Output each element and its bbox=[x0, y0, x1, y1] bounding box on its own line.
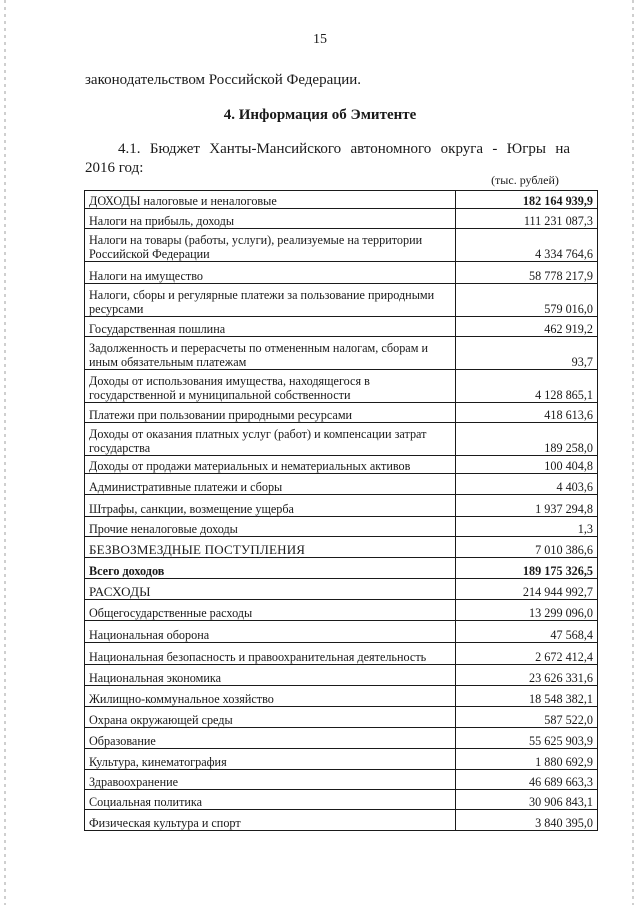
table-row bbox=[85, 600, 598, 621]
row-value: 1,3 bbox=[456, 517, 598, 537]
row-label: Национальная безопасность и правоохранительная деятельность bbox=[85, 643, 456, 665]
table-row bbox=[85, 209, 598, 229]
table-row bbox=[85, 284, 598, 317]
row-value: 4 334 764,6 bbox=[456, 229, 598, 262]
row-label: Всего доходов bbox=[85, 558, 456, 579]
table-row bbox=[85, 621, 598, 643]
row-value: 93,7 bbox=[456, 337, 598, 370]
table-row bbox=[85, 474, 598, 495]
row-value: 55 625 903,9 bbox=[456, 728, 598, 749]
row-value: 182 164 939,9 bbox=[456, 191, 598, 209]
row-value: 18 548 382,1 bbox=[456, 686, 598, 707]
row-label: Социальная политика bbox=[85, 790, 456, 810]
page-number: 15 bbox=[313, 32, 327, 47]
row-value: 418 613,6 bbox=[456, 403, 598, 423]
table-row bbox=[85, 403, 598, 423]
row-value: 4 403,6 bbox=[456, 474, 598, 495]
row-label: Общегосударственные расходы bbox=[85, 600, 456, 621]
table-row bbox=[85, 579, 598, 600]
row-label: Задолженность и перерасчеты по отмененным налогам, сборам и иным обязательным платежам bbox=[85, 337, 456, 370]
row-label: Национальная экономика bbox=[85, 665, 456, 686]
row-value: 462 919,2 bbox=[456, 317, 598, 337]
table-row bbox=[85, 495, 598, 517]
table-row bbox=[85, 665, 598, 686]
row-value: 23 626 331,6 bbox=[456, 665, 598, 686]
table-row bbox=[85, 229, 598, 262]
row-value: 111 231 087,3 bbox=[456, 209, 598, 229]
row-value: 189 258,0 bbox=[456, 423, 598, 456]
table-row bbox=[85, 370, 598, 403]
table-row bbox=[85, 423, 598, 456]
row-label: Налоги, сборы и регулярные платежи за пользование природными ресурсами bbox=[85, 284, 456, 317]
row-label: БЕЗВОЗМЕЗДНЫЕ ПОСТУПЛЕНИЯ bbox=[85, 537, 456, 558]
row-label: ДОХОДЫ налоговые и неналоговые bbox=[85, 191, 456, 209]
row-label: Образование bbox=[85, 728, 456, 749]
row-label: Здравоохранение bbox=[85, 770, 456, 790]
table-row bbox=[85, 517, 598, 537]
row-label: Налоги на прибыль, доходы bbox=[85, 209, 456, 229]
subheading-line-2: 2016 год: bbox=[85, 160, 144, 176]
row-value: 100 404,8 bbox=[456, 456, 598, 474]
row-value: 13 299 096,0 bbox=[456, 600, 598, 621]
table-row bbox=[85, 337, 598, 370]
table-row bbox=[85, 262, 598, 284]
row-label: Прочие неналоговые доходы bbox=[85, 517, 456, 537]
table-row bbox=[85, 686, 598, 707]
row-label: Налоги на товары (работы, услуги), реализуемые на территории Российской Федерации bbox=[85, 229, 456, 262]
row-value: 1 937 294,8 bbox=[456, 495, 598, 517]
section-heading: 4. Информация об Эмитенте bbox=[223, 107, 417, 123]
table-row bbox=[85, 537, 598, 558]
page-edge-left bbox=[4, 0, 6, 905]
table-row bbox=[85, 317, 598, 337]
row-label: Культура, кинематография bbox=[85, 749, 456, 770]
row-label: РАСХОДЫ bbox=[85, 579, 456, 600]
table-row bbox=[85, 456, 598, 474]
row-value: 579 016,0 bbox=[456, 284, 598, 317]
row-value: 587 522,0 bbox=[456, 707, 598, 728]
page-edge-right bbox=[632, 0, 634, 905]
table-row bbox=[85, 707, 598, 728]
table-row bbox=[85, 728, 598, 749]
budget-table bbox=[84, 190, 598, 831]
row-value: 1 880 692,9 bbox=[456, 749, 598, 770]
row-label: Платежи при пользовании природными ресурсами bbox=[85, 403, 456, 423]
row-value: 2 672 412,4 bbox=[456, 643, 598, 665]
table-row bbox=[85, 191, 598, 209]
row-value: 58 778 217,9 bbox=[456, 262, 598, 284]
row-label: Жилищно-коммунальное хозяйство bbox=[85, 686, 456, 707]
row-value: 214 944 992,7 bbox=[456, 579, 598, 600]
row-value: 47 568,4 bbox=[456, 621, 598, 643]
table-row bbox=[85, 749, 598, 770]
row-label: Доходы от продажи материальных и нематериальных активов bbox=[85, 456, 456, 474]
row-label: Физическая культура и спорт bbox=[85, 810, 456, 831]
row-label: Административные платежи и сборы bbox=[85, 474, 456, 495]
row-label: Доходы от использования имущества, находящегося в государственной и муниципальной собственности bbox=[85, 370, 456, 403]
table-row bbox=[85, 770, 598, 790]
row-label: Охрана окружающей среды bbox=[85, 707, 456, 728]
row-value: 3 840 395,0 bbox=[456, 810, 598, 831]
row-label: Налоги на имущество bbox=[85, 262, 456, 284]
table-row bbox=[85, 790, 598, 810]
row-label: Государственная пошлина bbox=[85, 317, 456, 337]
row-value: 7 010 386,6 bbox=[456, 537, 598, 558]
subheading-line-1: 4.1. Бюджет Ханты-Мансийского автономного округа - Югры на bbox=[118, 141, 570, 157]
row-label: Штрафы, санкции, возмещение ущерба bbox=[85, 495, 456, 517]
row-label: Доходы от оказания платных услуг (работ) и компенсации затрат государства bbox=[85, 423, 456, 456]
table-row bbox=[85, 643, 598, 665]
row-value: 46 689 663,3 bbox=[456, 770, 598, 790]
intro-line: законодательством Российской Федерации. bbox=[85, 72, 362, 88]
table-row bbox=[85, 558, 598, 579]
row-value: 4 128 865,1 bbox=[456, 370, 598, 403]
row-value: 30 906 843,1 bbox=[456, 790, 598, 810]
units-label: (тыс. рублей) bbox=[491, 173, 559, 187]
row-value: 189 175 326,5 bbox=[456, 558, 598, 579]
table-row bbox=[85, 810, 598, 831]
row-label: Национальная оборона bbox=[85, 621, 456, 643]
